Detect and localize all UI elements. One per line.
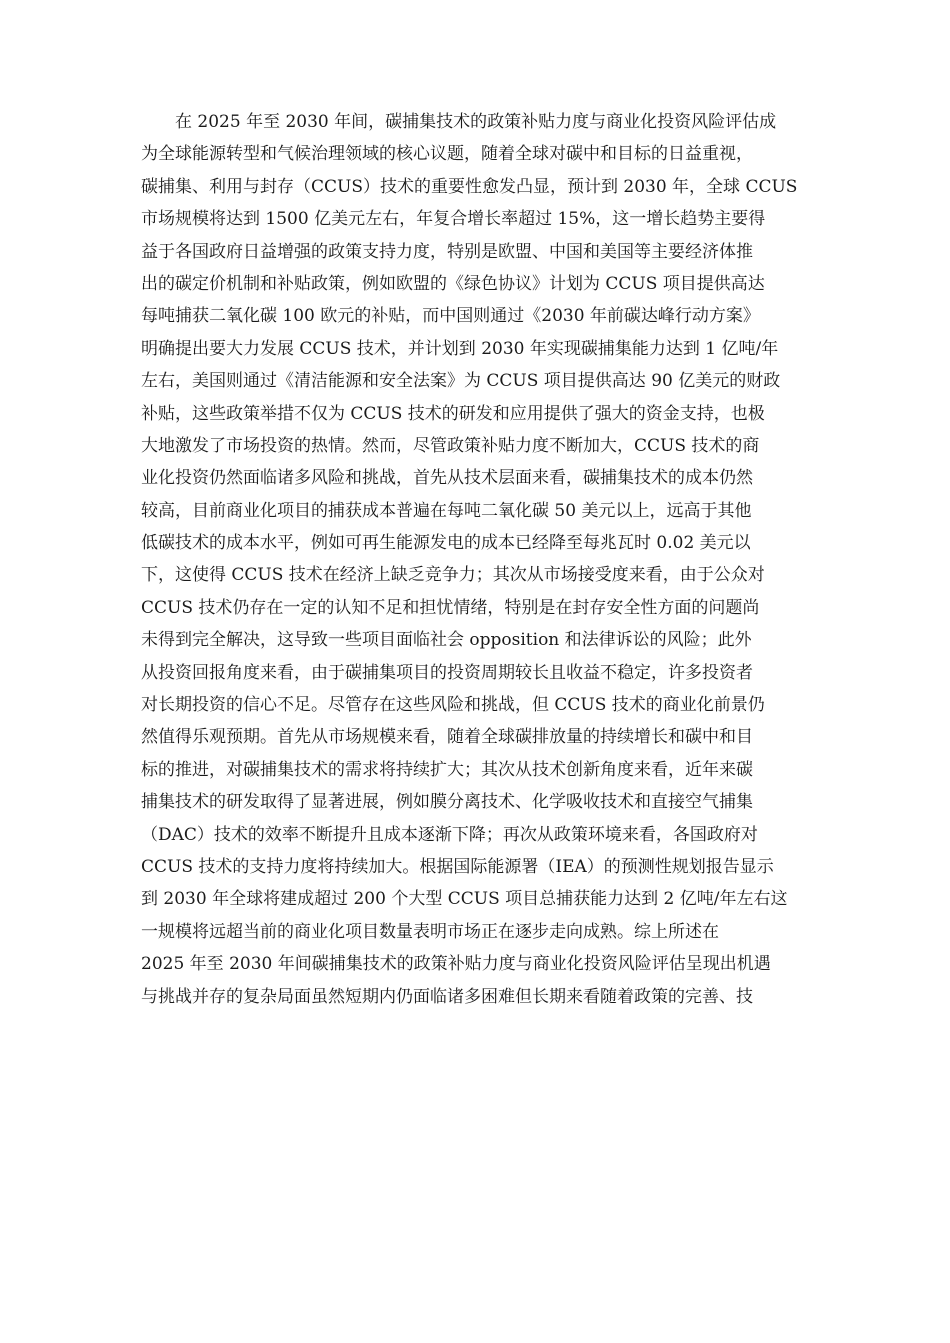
paragraph-line: 市场规模将达到 1500 亿美元左右，年复合增长率超过 15%，这一增长趋势主要得 (141, 209, 766, 230)
paragraph-line: 补贴，这些政策举措不仅为 CCUS 技术的研发和应用提供了强大的资金支持，也极 (141, 403, 765, 424)
paragraph-line: 对长期投资的信心不足。尽管存在这些风险和挑战，但 CCUS 技术的商业化前景仍 (141, 695, 765, 716)
paragraph-line: 益于各国政府日益增强的政策支持力度，特别是欧盟、中国和美国等主要经济体推 (141, 241, 753, 262)
paragraph-line: 与挑战并存的复杂局面虽然短期内仍面临诸多困难但长期来看随着政策的完善、技 (141, 986, 753, 1007)
paragraph-line: 捕集技术的研发取得了显著进展，例如膜分离技术、化学吸收技术和直接空气捕集 (141, 792, 753, 813)
body-paragraph (141, 106, 813, 1013)
paragraph-line: 出的碳定价机制和补贴政策，例如欧盟的《绿色协议》计划为 CCUS 项目提供高达 (141, 273, 765, 294)
paragraph-line: 在 2025 年至 2030 年间，碳捕集技术的政策补贴力度与商业化投资风险评估成 (175, 112, 777, 132)
paragraph-line: 未得到完全解决，这导致一些项目面临社会 opposition 和法律诉讼的风险；此外 (141, 630, 752, 651)
paragraph-line: （DAC）技术的效率不断提升且成本逐渐下降；再次从政策环境来看，各国政府对 (141, 824, 758, 845)
paragraph-line: 标的推进，对碳捕集技术的需求将持续扩大；其次从技术创新角度来看，近年来碳 (141, 759, 753, 780)
paragraph-line: 为全球能源转型和气候治理领域的核心议题，随着全球对碳中和目标的日益重视， (141, 144, 753, 165)
paragraph-line: CCUS 技术仍存在一定的认知不足和担忧情绪，特别是在封存安全性方面的问题尚 (141, 597, 760, 618)
paragraph-line: 从投资回报角度来看，由于碳捕集项目的投资周期较长且收益不稳定，许多投资者 (141, 662, 753, 683)
paragraph-line: 左右，美国则通过《清洁能源和安全法案》为 CCUS 项目提供高达 90 亿美元的财政 (141, 371, 781, 392)
paragraph-line: 2025 年至 2030 年间碳捕集技术的政策补贴力度与商业化投资风险评估呈现出机遇 (141, 954, 771, 975)
paragraph-line: 较高，目前商业化项目的捕获成本普遍在每吨二氧化碳 50 美元以上，远高于其他 (141, 500, 752, 521)
paragraph-line: 一规模将远超当前的商业化项目数量表明市场正在逐步走向成熟。综上所述在 (141, 921, 719, 942)
paragraph-line: 到 2030 年全球将建成超过 200 个大型 CCUS 项目总捕获能力达到 2 亿吨/年左右这 (141, 889, 788, 910)
paragraph-line: 业化投资仍然面临诸多风险和挑战，首先从技术层面来看，碳捕集技术的成本仍然 (141, 468, 753, 489)
paragraph-line: 大地激发了市场投资的热情。然而，尽管政策补贴力度不断加大，CCUS 技术的商 (141, 435, 760, 456)
paragraph-line: 每吨捕获二氧化碳 100 欧元的补贴，而中国则通过《2030 年前碳达峰行动方案》 (141, 306, 760, 327)
paragraph-line: 碳捕集、利用与封存（CCUS）技术的重要性愈发凸显，预计到 2030 年，全球 CCUS (141, 176, 798, 197)
paragraph-line: CCUS 技术的支持力度将持续加大。根据国际能源署（IEA）的预测性规划报告显示 (141, 856, 774, 877)
paragraph-line: 下，这使得 CCUS 技术在经济上缺乏竞争力；其次从市场接受度来看，由于公众对 (141, 565, 765, 586)
paragraph-line: 然值得乐观预期。首先从市场规模来看，随着全球碳排放量的持续增长和碳中和目 (141, 727, 753, 748)
paragraph-line: 明确提出要大力发展 CCUS 技术，并计划到 2030 年实现碳捕集能力达到 1 亿吨/年 (141, 338, 779, 359)
paragraph-line: 低碳技术的成本水平，例如可再生能源发电的成本已经降至每兆瓦时 0.02 美元以 (141, 533, 751, 554)
